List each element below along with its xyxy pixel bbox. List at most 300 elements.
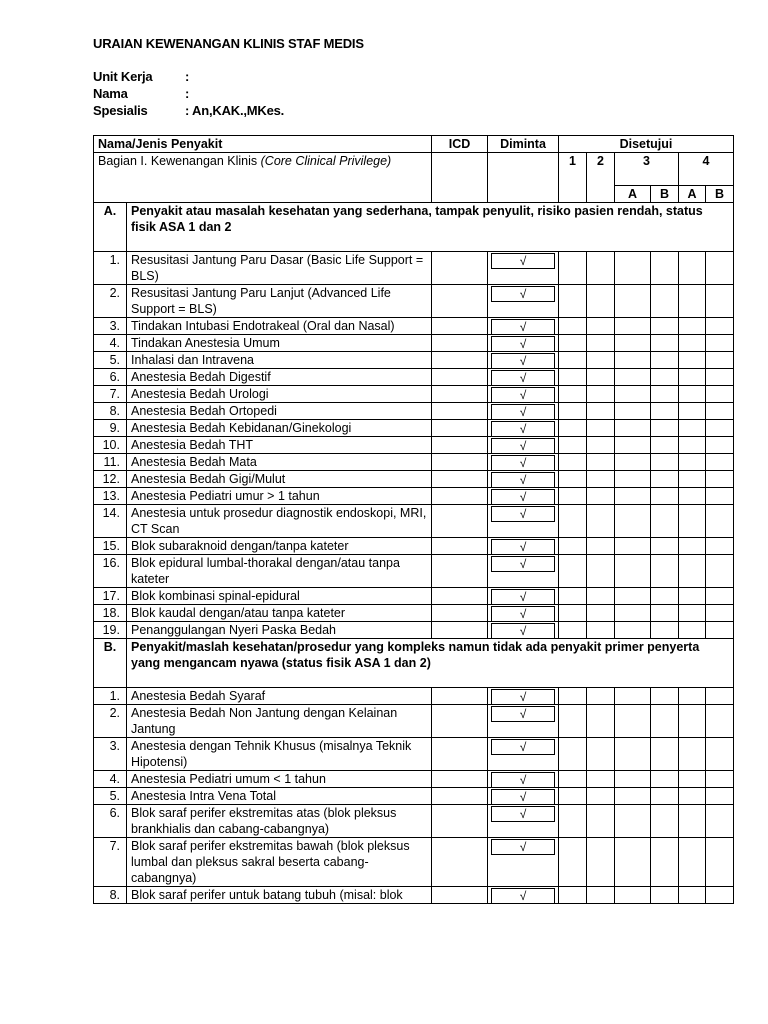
approval-cell[interactable] xyxy=(615,352,651,369)
approval-cell[interactable] xyxy=(679,688,706,705)
approval-cell[interactable] xyxy=(587,369,615,386)
meta-line xyxy=(93,86,189,101)
approval-cell[interactable] xyxy=(651,471,679,488)
table-row xyxy=(94,252,734,285)
table-row xyxy=(94,454,734,471)
approval-cell[interactable] xyxy=(559,454,587,471)
diminta-cell xyxy=(488,588,559,605)
meta-line xyxy=(93,103,284,118)
approval-cell[interactable] xyxy=(587,738,615,771)
table-row xyxy=(94,805,734,838)
approval-cell[interactable] xyxy=(587,386,615,403)
row-name: Inhalasi dan Intravena xyxy=(127,352,432,369)
approval-cell[interactable] xyxy=(615,488,651,505)
check-box[interactable]: √ xyxy=(491,888,555,904)
row-name: Anestesia Bedah Non Jantung dengan Kelainan Jantung xyxy=(127,705,432,738)
approval-cell[interactable] xyxy=(651,605,679,622)
icd-cell xyxy=(432,555,488,588)
approval-cell[interactable] xyxy=(559,369,587,386)
icd-cell xyxy=(432,738,488,771)
approval-cell[interactable] xyxy=(587,505,615,538)
approval-cell[interactable] xyxy=(651,688,679,705)
approval-cell[interactable] xyxy=(651,505,679,538)
approval-cell[interactable] xyxy=(651,588,679,605)
meta-value: : xyxy=(185,86,190,101)
sub-4a: A xyxy=(679,186,706,203)
check-box[interactable]: √ xyxy=(491,455,555,471)
check-box[interactable]: √ xyxy=(491,739,555,755)
row-name: Anestesia dengan Tehnik Khusus (misalnya Teknik Hipotensi) xyxy=(127,738,432,771)
meta-value: : An,KAK.,MKes. xyxy=(185,103,285,118)
table-row xyxy=(94,488,734,505)
section-title: Penyakit atau masalah kesehatan yang sederhana, tampak penyulit, risiko pasien rendah, status fisik ASA 1 dan 2 xyxy=(127,203,734,252)
approval-cell[interactable] xyxy=(559,622,587,639)
icd-cell xyxy=(432,605,488,622)
diminta-cell xyxy=(488,705,559,738)
approval-cell[interactable] xyxy=(651,369,679,386)
check-box[interactable]: √ xyxy=(491,387,555,403)
approval-cell[interactable] xyxy=(559,471,587,488)
check-box[interactable]: √ xyxy=(491,556,555,572)
approval-cell[interactable] xyxy=(706,688,734,705)
approval-cell[interactable] xyxy=(706,471,734,488)
approval-cell[interactable] xyxy=(706,420,734,437)
row-number: 3. xyxy=(94,738,127,771)
approval-cell[interactable] xyxy=(679,705,706,738)
approval-cell[interactable] xyxy=(651,805,679,838)
table-row xyxy=(94,318,734,335)
table-row xyxy=(94,285,734,318)
approval-cell[interactable] xyxy=(559,738,587,771)
meta-label: Unit Kerja xyxy=(93,69,153,84)
approval-cell[interactable] xyxy=(706,887,734,904)
diminta-cell xyxy=(488,555,559,588)
icd-cell xyxy=(432,285,488,318)
diminta-cell xyxy=(488,738,559,771)
approval-cell[interactable] xyxy=(587,488,615,505)
approval-cell[interactable] xyxy=(587,403,615,420)
approval-cell[interactable] xyxy=(651,771,679,788)
meta-label: Spesialis xyxy=(93,103,148,118)
approval-cell[interactable] xyxy=(679,471,706,488)
approval-cell[interactable] xyxy=(559,420,587,437)
diminta-cell xyxy=(488,838,559,887)
icd-cell xyxy=(432,771,488,788)
approval-cell[interactable] xyxy=(587,771,615,788)
row-number: 9. xyxy=(94,420,127,437)
section-title: Penyakit/maslah kesehatan/prosedur yang kompleks namun tidak ada penyakit primer penyerta yang mengancam nyawa (status fisik ASA 1 dan 2) xyxy=(127,639,734,688)
diminta-cell xyxy=(488,352,559,369)
approval-cell[interactable] xyxy=(651,454,679,471)
approval-cell[interactable] xyxy=(679,838,706,887)
approval-cell[interactable] xyxy=(651,488,679,505)
approval-cell[interactable] xyxy=(587,588,615,605)
approval-cell[interactable] xyxy=(559,555,587,588)
icd-cell xyxy=(432,588,488,605)
icd-cell xyxy=(432,386,488,403)
icd-empty xyxy=(432,153,488,203)
row-name: Blok saraf perifer ekstremitas atas (blok pleksus brankhialis dan cabang-cabangnya) xyxy=(127,805,432,838)
approval-cell[interactable] xyxy=(706,386,734,403)
approval-cell[interactable] xyxy=(651,555,679,588)
approval-cell[interactable] xyxy=(679,738,706,771)
approval-cell[interactable] xyxy=(559,705,587,738)
approval-cell[interactable] xyxy=(559,887,587,904)
check-box[interactable]: √ xyxy=(491,286,555,302)
icd-cell xyxy=(432,471,488,488)
icd-cell xyxy=(432,352,488,369)
approval-cell[interactable] xyxy=(706,605,734,622)
table-row xyxy=(94,505,734,538)
approval-cell[interactable] xyxy=(615,369,651,386)
approval-cell[interactable] xyxy=(706,335,734,352)
approval-cell[interactable] xyxy=(679,386,706,403)
approval-cell[interactable] xyxy=(679,252,706,285)
check-box[interactable]: √ xyxy=(491,353,555,369)
check-box[interactable]: √ xyxy=(491,606,555,622)
approval-cell[interactable] xyxy=(706,403,734,420)
approval-cell[interactable] xyxy=(559,805,587,838)
approval-cell[interactable] xyxy=(679,805,706,838)
approval-cell[interactable] xyxy=(615,705,651,738)
table-row xyxy=(94,403,734,420)
row-number: 6. xyxy=(94,369,127,386)
approval-cell[interactable] xyxy=(706,622,734,639)
approval-cell[interactable] xyxy=(615,838,651,887)
approval-cell[interactable] xyxy=(706,555,734,588)
approval-cell[interactable] xyxy=(559,838,587,887)
approval-cell[interactable] xyxy=(587,420,615,437)
approval-cell[interactable] xyxy=(587,788,615,805)
approval-cell[interactable] xyxy=(679,318,706,335)
table-row xyxy=(94,622,734,639)
approval-cell[interactable] xyxy=(559,437,587,454)
row-number: 2. xyxy=(94,285,127,318)
approval-cell[interactable] xyxy=(587,622,615,639)
level-2: 2 xyxy=(587,153,615,203)
diminta-cell xyxy=(488,788,559,805)
row-number: 6. xyxy=(94,805,127,838)
approval-cell[interactable] xyxy=(615,285,651,318)
row-number: 18. xyxy=(94,605,127,622)
table-row xyxy=(94,538,734,555)
diminta-cell xyxy=(488,403,559,420)
approval-cell[interactable] xyxy=(587,688,615,705)
approval-cell[interactable] xyxy=(615,318,651,335)
approval-cell[interactable] xyxy=(587,605,615,622)
row-name: Anestesia Bedah Syaraf xyxy=(127,688,432,705)
check-box[interactable]: √ xyxy=(491,706,555,722)
approval-cell[interactable] xyxy=(706,252,734,285)
approval-cell[interactable] xyxy=(651,437,679,454)
table-row xyxy=(94,738,734,771)
row-number: 5. xyxy=(94,788,127,805)
row-name: Resusitasi Jantung Paru Dasar (Basic Life Support = BLS) xyxy=(127,252,432,285)
approval-cell[interactable] xyxy=(615,252,651,285)
approval-cell[interactable] xyxy=(587,285,615,318)
approval-cell[interactable] xyxy=(615,505,651,538)
approval-cell[interactable] xyxy=(587,887,615,904)
approval-cell[interactable] xyxy=(615,335,651,352)
icd-cell xyxy=(432,838,488,887)
icd-cell xyxy=(432,420,488,437)
approval-cell[interactable] xyxy=(559,771,587,788)
approval-cell[interactable] xyxy=(651,788,679,805)
approval-cell[interactable] xyxy=(587,454,615,471)
approval-cell[interactable] xyxy=(615,688,651,705)
check-box[interactable]: √ xyxy=(491,623,555,639)
approval-cell[interactable] xyxy=(559,403,587,420)
approval-cell[interactable] xyxy=(706,369,734,386)
check-box[interactable]: √ xyxy=(491,472,555,488)
approval-cell[interactable] xyxy=(706,454,734,471)
approval-cell[interactable] xyxy=(587,352,615,369)
approval-cell[interactable] xyxy=(706,838,734,887)
approval-cell[interactable] xyxy=(615,887,651,904)
row-number: 8. xyxy=(94,403,127,420)
approval-cell[interactable] xyxy=(559,488,587,505)
approval-cell[interactable] xyxy=(651,538,679,555)
icd-cell xyxy=(432,538,488,555)
approval-cell[interactable] xyxy=(706,505,734,538)
approval-cell[interactable] xyxy=(679,488,706,505)
approval-cell[interactable] xyxy=(587,335,615,352)
approval-cell[interactable] xyxy=(651,318,679,335)
check-box[interactable]: √ xyxy=(491,253,555,269)
approval-cell[interactable] xyxy=(587,838,615,887)
approval-cell[interactable] xyxy=(615,555,651,588)
check-box[interactable]: √ xyxy=(491,404,555,420)
row-number: 16. xyxy=(94,555,127,588)
approval-cell[interactable] xyxy=(679,788,706,805)
row-number: 7. xyxy=(94,386,127,403)
row-number: 17. xyxy=(94,588,127,605)
approval-cell[interactable] xyxy=(651,285,679,318)
approval-cell[interactable] xyxy=(706,318,734,335)
row-number: 2. xyxy=(94,705,127,738)
row-name: Tindakan Intubasi Endotrakeal (Oral dan Nasal) xyxy=(127,318,432,335)
check-box[interactable]: √ xyxy=(491,689,555,705)
table-row xyxy=(94,437,734,454)
approval-cell[interactable] xyxy=(587,252,615,285)
level-4: 4 xyxy=(679,153,734,186)
approval-cell[interactable] xyxy=(615,622,651,639)
approval-cell[interactable] xyxy=(587,805,615,838)
approval-cell[interactable] xyxy=(651,705,679,738)
table-row xyxy=(94,887,734,904)
row-name: Anestesia Bedah Urologi xyxy=(127,386,432,403)
check-box[interactable]: √ xyxy=(491,789,555,805)
icd-cell xyxy=(432,318,488,335)
approval-cell[interactable] xyxy=(679,505,706,538)
approval-cell[interactable] xyxy=(615,437,651,454)
icd-cell xyxy=(432,252,488,285)
approval-cell[interactable] xyxy=(651,352,679,369)
approval-cell[interactable] xyxy=(559,318,587,335)
approval-cell[interactable] xyxy=(679,555,706,588)
approval-cell[interactable] xyxy=(679,605,706,622)
table-row xyxy=(94,688,734,705)
approval-cell[interactable] xyxy=(587,538,615,555)
diminta-cell xyxy=(488,488,559,505)
approval-cell[interactable] xyxy=(587,437,615,454)
approval-cell[interactable] xyxy=(559,505,587,538)
table-row xyxy=(94,705,734,738)
approval-cell[interactable] xyxy=(559,688,587,705)
check-box[interactable]: √ xyxy=(491,772,555,788)
approval-cell[interactable] xyxy=(651,887,679,904)
row-number: 7. xyxy=(94,838,127,887)
approval-cell[interactable] xyxy=(706,538,734,555)
row-number: 11. xyxy=(94,454,127,471)
diminta-cell xyxy=(488,369,559,386)
approval-cell[interactable] xyxy=(651,252,679,285)
approval-cell[interactable] xyxy=(615,771,651,788)
approval-cell[interactable] xyxy=(706,437,734,454)
approval-cell[interactable] xyxy=(706,588,734,605)
table-row xyxy=(94,386,734,403)
approval-cell[interactable] xyxy=(615,738,651,771)
section-row xyxy=(94,639,734,688)
row-number: 4. xyxy=(94,335,127,352)
row-number: 1. xyxy=(94,688,127,705)
row-number: 12. xyxy=(94,471,127,488)
approval-cell[interactable] xyxy=(706,771,734,788)
sub-4b: B xyxy=(706,186,734,203)
approval-cell[interactable] xyxy=(706,285,734,318)
approval-cell[interactable] xyxy=(615,538,651,555)
table-row xyxy=(94,369,734,386)
icd-cell xyxy=(432,335,488,352)
approval-cell[interactable] xyxy=(706,805,734,838)
check-box[interactable]: √ xyxy=(491,806,555,822)
approval-cell[interactable] xyxy=(679,887,706,904)
approval-cell[interactable] xyxy=(679,538,706,555)
approval-cell[interactable] xyxy=(559,538,587,555)
icd-cell xyxy=(432,622,488,639)
approval-cell[interactable] xyxy=(615,805,651,838)
approval-cell[interactable] xyxy=(679,437,706,454)
approval-cell[interactable] xyxy=(587,471,615,488)
approval-cell[interactable] xyxy=(559,588,587,605)
approval-cell[interactable] xyxy=(679,420,706,437)
approval-cell[interactable] xyxy=(559,252,587,285)
diminta-cell xyxy=(488,386,559,403)
approval-cell[interactable] xyxy=(559,352,587,369)
diminta-cell xyxy=(488,335,559,352)
approval-cell[interactable] xyxy=(651,420,679,437)
table-row xyxy=(94,771,734,788)
row-name: Blok saraf perifer untuk batang tubuh (misal: blok xyxy=(127,887,432,904)
row-name: Anestesia Pediatri umum < 1 tahun xyxy=(127,771,432,788)
check-box[interactable]: √ xyxy=(491,336,555,352)
row-number: 15. xyxy=(94,538,127,555)
approval-cell[interactable] xyxy=(615,788,651,805)
check-box[interactable]: √ xyxy=(491,319,555,335)
icd-cell xyxy=(432,887,488,904)
diminta-cell xyxy=(488,771,559,788)
approval-cell[interactable] xyxy=(615,420,651,437)
approval-cell[interactable] xyxy=(679,454,706,471)
row-name: Anestesia Bedah Mata xyxy=(127,454,432,471)
row-name: Anestesia untuk prosedur diagnostik endoskopi, MRI, CT Scan xyxy=(127,505,432,538)
approval-cell[interactable] xyxy=(559,788,587,805)
approval-cell[interactable] xyxy=(679,403,706,420)
table-row xyxy=(94,471,734,488)
diminta-cell xyxy=(488,605,559,622)
approval-cell[interactable] xyxy=(679,588,706,605)
row-number: 3. xyxy=(94,318,127,335)
approval-cell[interactable] xyxy=(679,285,706,318)
approval-cell[interactable] xyxy=(679,352,706,369)
row-name: Anestesia Bedah THT xyxy=(127,437,432,454)
check-box[interactable]: √ xyxy=(491,506,555,522)
approval-cell[interactable] xyxy=(587,555,615,588)
approval-cell[interactable] xyxy=(651,335,679,352)
check-box[interactable]: √ xyxy=(491,839,555,855)
check-box[interactable]: √ xyxy=(491,421,555,437)
approval-cell[interactable] xyxy=(706,738,734,771)
approval-cell[interactable] xyxy=(651,403,679,420)
diminta-cell xyxy=(488,252,559,285)
diminta-cell xyxy=(488,505,559,538)
table-row xyxy=(94,838,734,887)
approval-cell[interactable] xyxy=(679,335,706,352)
check-box[interactable]: √ xyxy=(491,589,555,605)
approval-cell[interactable] xyxy=(587,318,615,335)
approval-cell[interactable] xyxy=(559,335,587,352)
approval-cell[interactable] xyxy=(615,454,651,471)
approval-cell[interactable] xyxy=(615,471,651,488)
approval-cell[interactable] xyxy=(651,738,679,771)
table-row xyxy=(94,588,734,605)
approval-cell[interactable] xyxy=(679,622,706,639)
check-box[interactable]: √ xyxy=(491,370,555,386)
diminta-cell xyxy=(488,318,559,335)
approval-cell[interactable] xyxy=(651,838,679,887)
approval-cell[interactable] xyxy=(679,771,706,788)
level-3: 3 xyxy=(615,153,679,186)
approval-cell[interactable] xyxy=(559,386,587,403)
approval-cell[interactable] xyxy=(615,605,651,622)
approval-cell[interactable] xyxy=(615,588,651,605)
approval-cell[interactable] xyxy=(706,788,734,805)
check-box[interactable]: √ xyxy=(491,438,555,454)
icd-cell xyxy=(432,688,488,705)
icd-cell xyxy=(432,403,488,420)
approval-cell[interactable] xyxy=(559,605,587,622)
approval-cell[interactable] xyxy=(706,352,734,369)
approval-cell[interactable] xyxy=(706,705,734,738)
approval-cell[interactable] xyxy=(651,622,679,639)
approval-cell[interactable] xyxy=(615,403,651,420)
section-letter: B. xyxy=(94,639,127,688)
check-box[interactable]: √ xyxy=(491,539,555,555)
check-box[interactable]: √ xyxy=(491,489,555,505)
approval-cell[interactable] xyxy=(615,386,651,403)
table-row xyxy=(94,555,734,588)
icd-cell xyxy=(432,437,488,454)
approval-cell[interactable] xyxy=(706,488,734,505)
approval-cell[interactable] xyxy=(679,369,706,386)
row-name: Resusitasi Jantung Paru Lanjut (Advanced Life Support = BLS) xyxy=(127,285,432,318)
approval-cell[interactable] xyxy=(651,386,679,403)
row-number: 5. xyxy=(94,352,127,369)
row-number: 10. xyxy=(94,437,127,454)
approval-cell[interactable] xyxy=(587,705,615,738)
approval-cell[interactable] xyxy=(559,285,587,318)
sub-3a: A xyxy=(615,186,651,203)
